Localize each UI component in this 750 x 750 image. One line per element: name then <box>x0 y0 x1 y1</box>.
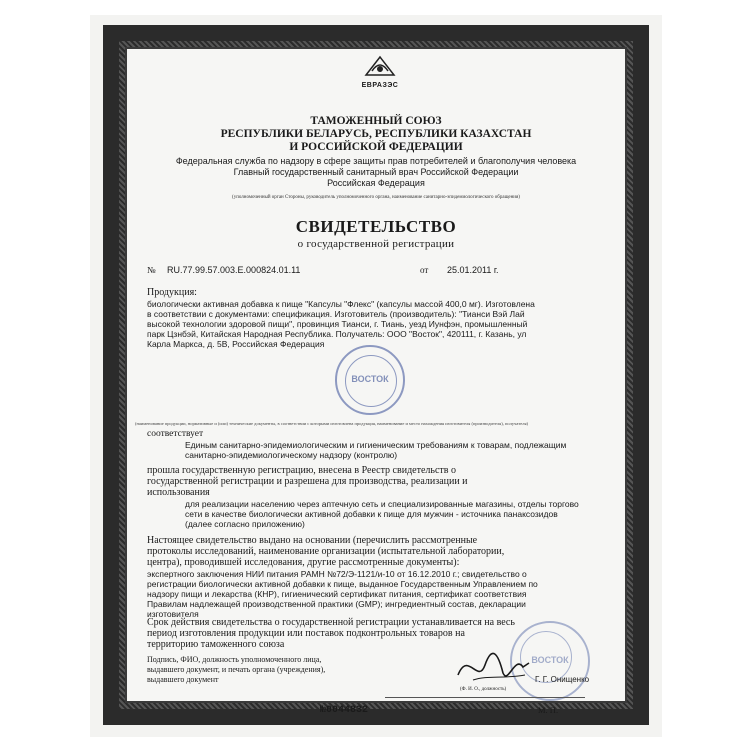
basis-line: центра), проводившей исследования, другие рассмотренные документы): <box>147 557 460 568</box>
emblem-label: ЕВРАЗЭС <box>361 82 399 89</box>
conforms-text <box>185 440 615 460</box>
certificate-content <box>135 55 617 716</box>
union-line: ТАМОЖЕННЫЙ СОЮЗ <box>310 115 442 127</box>
product-caption: (наименование продукции, нормативные и (или) технические документы, в соответствии с которыми изготовлена продукция, наименование и место нахождения изготовителя (производителя), получателя) <box>135 421 529 426</box>
serial-number: №0044832 <box>320 705 369 716</box>
signer-caption: (Ф. И. О., должность) <box>460 687 507 692</box>
signature-caption <box>147 655 325 685</box>
passed-line: прошла государственную регистрацию, внесена в Реестр свидетельств о <box>147 465 456 476</box>
product-label: Продукция: <box>147 287 197 298</box>
expert-line: надзору пищи и лекарства (КНР), гигиенический сертификат питания, сертификат соответствия <box>147 589 527 599</box>
expert-line: изготовителя <box>147 609 199 619</box>
passed-line: государственной регистрации и разрешена для производства, реализации и <box>147 476 468 487</box>
conforms-label: соответствует <box>147 429 204 439</box>
agency-line: Федеральная служба по надзору в сфере защиты прав потребителей и благополучия человека <box>175 156 577 166</box>
product-line: в соответствии с документами: спецификация. Изготовитель (производитель): "Тианси Вэй Лай <box>147 309 525 319</box>
expert-documents-text <box>147 569 609 619</box>
usage-line: для реализации населению через аптечную сеть и специализированные магазины, отделы торгово <box>185 499 579 509</box>
agency-header <box>135 156 617 189</box>
basis-line: протоколы исследований, наименование организации (испытательной лаборатории, <box>147 546 505 557</box>
usage-line: (далее согласно приложению) <box>185 519 305 529</box>
document-subtitle: о государственной регистрации <box>297 238 455 250</box>
product-line: высокой технологии здоровой пищи", провинция Тианси, г. Тиань, уезд Иунфэн, промышленный <box>147 319 528 329</box>
date-prefix: от <box>420 265 429 275</box>
seal-stamp-text: ВОСТОК <box>531 655 569 665</box>
expert-line: Правилам надлежащей производственной практики (GMP); ингредиентный состав, декларации <box>147 599 526 609</box>
agency-line: Российская Федерация <box>327 178 425 188</box>
basis-line: Настоящее свидетельство выдано на основании (перечислить рассмотренные <box>147 535 478 546</box>
validity-line: период изготовления продукции или поставок подконтрольных товаров на <box>147 628 465 639</box>
union-line: И РОССИЙСКОЙ ФЕДЕРАЦИИ <box>289 141 463 153</box>
signer-name: Г. Г. Онищенко <box>535 675 590 684</box>
validity-line: Срок действия свидетельства о государственной регистрации устанавливается на весь <box>147 617 515 628</box>
basis-text <box>147 535 609 568</box>
expert-line: экспертного заключения НИИ питания РАМН №72/Э-1121/и-10 от 16.12.2010 г.; свидетельство о <box>147 569 527 579</box>
authority-caption: (уполномоченный орган Стороны, руководитель уполномоченного органа, наименование санитарно-эпидемиологического обращения) <box>232 195 520 200</box>
signature-caption-line: выдавшего документ <box>147 675 219 684</box>
passed-line: использования <box>147 487 210 498</box>
registration-number: RU.77.99.57.003.Е.000824.01.11 <box>167 265 301 275</box>
agency-line: Главный государственный санитарный врач Российской Федерации <box>233 167 519 177</box>
handwritten-signature-icon <box>453 645 533 690</box>
union-header <box>135 115 617 154</box>
passed-registration-text <box>147 465 609 498</box>
product-description <box>147 299 609 349</box>
signature-caption-line: выдавшего документ, и печать органа (учреждения), <box>147 665 326 674</box>
stamp-text: ВОСТОК <box>351 374 389 384</box>
number-sign: № <box>147 265 156 275</box>
product-line: биологически активная добавка к пище "Капсулы "Флекс" (капсулы массой 400,0 мг). Изготовлена <box>147 299 535 309</box>
usage-text <box>185 499 615 529</box>
registration-date: 25.01.2011 г. <box>447 265 499 275</box>
conforms-line: Единым санитарно-эпидемиологическим и гигиеническим требованиям к товарам, подлежащим <box>185 440 567 450</box>
signature-caption-line: Подпись, ФИО, должность уполномоченного лица, <box>147 655 322 664</box>
eurasec-emblem-icon <box>362 55 398 79</box>
document-title: СВИДЕТЕЛЬСТВО <box>295 217 457 236</box>
signature-underline <box>385 697 585 698</box>
product-line: Карла Маркса, д. 5В, Российская Федерация <box>147 339 325 349</box>
product-line: парк Цзнбэй, Китайская Народная Республика. Получатель: ООО "Восток", 420111, г. Казань, ул <box>147 329 527 339</box>
usage-line: сети в качестве биологически активной добавки к пище для мужчин - источника панаксозидов <box>185 509 558 519</box>
seal-place-label: М. П. <box>538 705 559 715</box>
expert-line: регистрации биологически активной добавки к пище, выданное Государственным Управлением по <box>147 579 538 589</box>
union-line: РЕСПУБЛИКИ БЕЛАРУСЬ, РЕСПУБЛИКИ КАЗАХСТАН <box>220 128 532 140</box>
conforms-line: санитарно-эпидемиологическому надзору (контролю) <box>185 450 398 460</box>
organization-stamp <box>335 345 405 415</box>
validity-line: территорию таможенного союза <box>147 639 285 650</box>
